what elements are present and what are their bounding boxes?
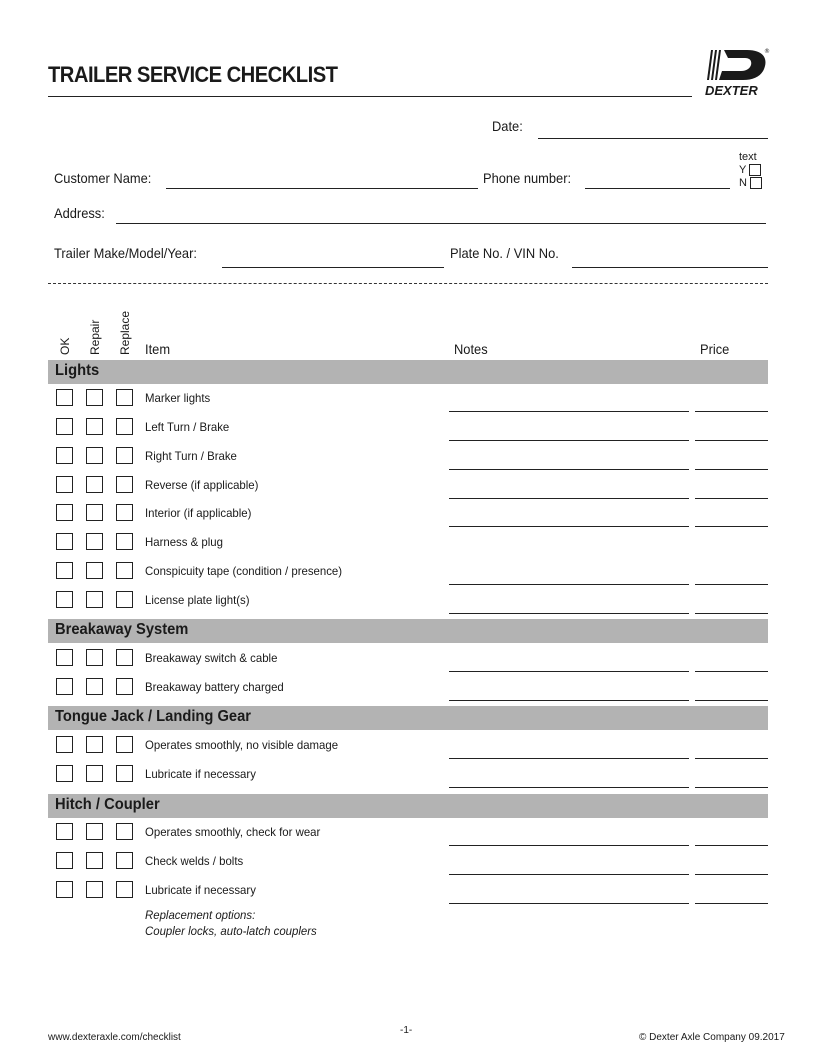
repair-checkbox[interactable] — [86, 562, 103, 579]
item-label: Harness & plug — [145, 535, 223, 549]
price-field[interactable] — [695, 613, 768, 614]
replace-checkbox[interactable] — [116, 591, 133, 608]
phone-label: Phone number: — [483, 170, 572, 186]
section-header — [48, 706, 768, 730]
replace-checkbox[interactable] — [116, 562, 133, 579]
item-label: Conspicuity tape (condition / presence) — [145, 564, 343, 578]
customer-name-field[interactable] — [166, 188, 478, 189]
item-label: License plate light(s) — [145, 593, 250, 607]
section-header — [48, 619, 768, 643]
notes-field[interactable] — [449, 787, 689, 788]
repair-checkbox[interactable] — [86, 736, 103, 753]
ok-checkbox[interactable] — [56, 562, 73, 579]
text-yes-checkbox[interactable] — [749, 164, 761, 176]
replace-checkbox[interactable] — [116, 678, 133, 695]
price-field[interactable] — [695, 787, 768, 788]
item-label: Breakaway battery charged — [145, 680, 284, 694]
price-field[interactable] — [695, 440, 768, 441]
plate-field[interactable] — [572, 267, 768, 268]
text-no-option[interactable] — [739, 177, 762, 190]
footer-url[interactable]: www.dexteraxle.com/checklist — [48, 1032, 181, 1043]
repair-checkbox[interactable] — [86, 476, 103, 493]
price-field[interactable] — [695, 584, 768, 585]
price-field[interactable] — [695, 903, 768, 904]
notes-field[interactable] — [449, 498, 689, 499]
item-label: Check welds / bolts — [145, 854, 244, 868]
price-field[interactable] — [695, 411, 768, 412]
ok-checkbox[interactable] — [56, 504, 73, 521]
replacement-note-title: Replacement options: — [145, 908, 256, 922]
dexter-logo-mark — [705, 46, 771, 98]
address-label: Address: — [54, 205, 105, 221]
notes-field[interactable] — [449, 526, 689, 527]
phone-field[interactable] — [585, 188, 730, 189]
section-title: Hitch / Coupler — [55, 796, 160, 813]
dexter-logo — [705, 46, 771, 98]
ok-checkbox[interactable] — [56, 881, 73, 898]
repair-checkbox[interactable] — [86, 649, 103, 666]
section-header — [48, 794, 768, 818]
page-title: TRAILER SERVICE CHECKLIST — [48, 62, 338, 87]
repair-checkbox[interactable] — [86, 765, 103, 782]
ok-checkbox[interactable] — [56, 418, 73, 435]
section-header — [48, 360, 768, 384]
ok-checkbox[interactable] — [56, 533, 73, 550]
replace-checkbox[interactable] — [116, 881, 133, 898]
plate-label: Plate No. / VIN No. — [450, 245, 559, 261]
item-label: Breakaway switch & cable — [145, 651, 278, 665]
item-label: Right Turn / Brake — [145, 449, 237, 463]
text-label: text — [739, 151, 757, 163]
ok-checkbox[interactable] — [56, 447, 73, 464]
page-number: -1- — [400, 1025, 413, 1036]
ok-checkbox[interactable] — [56, 852, 73, 869]
ok-checkbox[interactable] — [56, 823, 73, 840]
col-ok: OK — [58, 337, 72, 355]
trailer-label: Trailer Make/Model/Year: — [54, 245, 197, 261]
replace-checkbox[interactable] — [116, 736, 133, 753]
price-field[interactable] — [695, 700, 768, 701]
price-field[interactable] — [695, 845, 768, 846]
notes-field[interactable] — [449, 903, 689, 904]
footer-copyright: © Dexter Axle Company 09.2017 — [639, 1032, 785, 1043]
customer-name-label: Customer Name: — [54, 170, 152, 186]
notes-field[interactable] — [449, 584, 689, 585]
ok-checkbox[interactable] — [56, 476, 73, 493]
text-yes-option[interactable] — [739, 164, 761, 177]
price-field[interactable] — [695, 498, 768, 499]
repair-checkbox[interactable] — [86, 678, 103, 695]
notes-field[interactable] — [449, 469, 689, 470]
replace-checkbox[interactable] — [116, 504, 133, 521]
item-label: Lubricate if necessary — [145, 767, 256, 781]
replace-checkbox[interactable] — [116, 418, 133, 435]
item-label: Lubricate if necessary — [145, 883, 256, 897]
replace-checkbox[interactable] — [116, 476, 133, 493]
ok-checkbox[interactable] — [56, 765, 73, 782]
item-label: Marker lights — [145, 391, 211, 405]
notes-field[interactable] — [449, 440, 689, 441]
repair-checkbox[interactable] — [86, 591, 103, 608]
ok-checkbox[interactable] — [56, 591, 73, 608]
price-field[interactable] — [695, 526, 768, 527]
ok-checkbox[interactable] — [56, 649, 73, 666]
date-field[interactable] — [538, 138, 768, 139]
col-repair: Repair — [88, 319, 102, 355]
section-title: Lights — [55, 362, 100, 379]
repair-checkbox[interactable] — [86, 852, 103, 869]
notes-field[interactable] — [449, 758, 689, 759]
col-price: Price — [700, 341, 730, 357]
price-field[interactable] — [695, 758, 768, 759]
item-label: Left Turn / Brake — [145, 420, 230, 434]
replace-checkbox[interactable] — [116, 533, 133, 550]
repair-checkbox[interactable] — [86, 823, 103, 840]
price-field[interactable] — [695, 671, 768, 672]
repair-checkbox[interactable] — [86, 881, 103, 898]
repair-checkbox[interactable] — [86, 418, 103, 435]
ok-checkbox[interactable] — [56, 389, 73, 406]
logo-wordmark: DEXTER — [705, 83, 758, 98]
repair-checkbox[interactable] — [86, 447, 103, 464]
registered-mark: ® — [764, 48, 770, 55]
repair-checkbox[interactable] — [86, 504, 103, 521]
date-label: Date: — [492, 118, 523, 134]
trailer-field[interactable] — [222, 267, 444, 268]
notes-field[interactable] — [449, 700, 689, 701]
notes-field[interactable] — [449, 874, 689, 875]
replace-checkbox[interactable] — [116, 765, 133, 782]
address-field[interactable] — [116, 223, 766, 224]
title-rule — [48, 96, 692, 97]
replace-checkbox[interactable] — [116, 852, 133, 869]
section-title: Breakaway System — [55, 621, 189, 638]
item-label: Operates smoothly, check for wear — [145, 825, 321, 839]
section-title: Tongue Jack / Landing Gear — [55, 708, 252, 725]
col-replace: Replace — [118, 310, 132, 355]
replace-checkbox[interactable] — [116, 447, 133, 464]
ok-checkbox[interactable] — [56, 678, 73, 695]
text-no-label: N — [739, 177, 747, 189]
text-no-checkbox[interactable] — [750, 177, 762, 189]
item-label: Interior (if applicable) — [145, 506, 252, 520]
notes-field[interactable] — [449, 613, 689, 614]
col-item: Item — [145, 341, 171, 357]
replacement-note-options: Coupler locks, auto-latch couplers — [145, 924, 317, 938]
notes-field[interactable] — [449, 845, 689, 846]
replace-checkbox[interactable] — [116, 649, 133, 666]
item-label: Operates smoothly, no visible damage — [145, 738, 339, 752]
item-label: Reverse (if applicable) — [145, 478, 259, 492]
ok-checkbox[interactable] — [56, 736, 73, 753]
text-yes-label: Y — [739, 164, 747, 176]
repair-checkbox[interactable] — [86, 389, 103, 406]
replace-checkbox[interactable] — [116, 389, 133, 406]
col-notes: Notes — [454, 341, 488, 357]
notes-field[interactable] — [449, 411, 689, 412]
notes-field[interactable] — [449, 671, 689, 672]
dashed-divider — [48, 283, 768, 284]
replace-checkbox[interactable] — [116, 823, 133, 840]
price-field[interactable] — [695, 469, 768, 470]
repair-checkbox[interactable] — [86, 533, 103, 550]
price-field[interactable] — [695, 874, 768, 875]
